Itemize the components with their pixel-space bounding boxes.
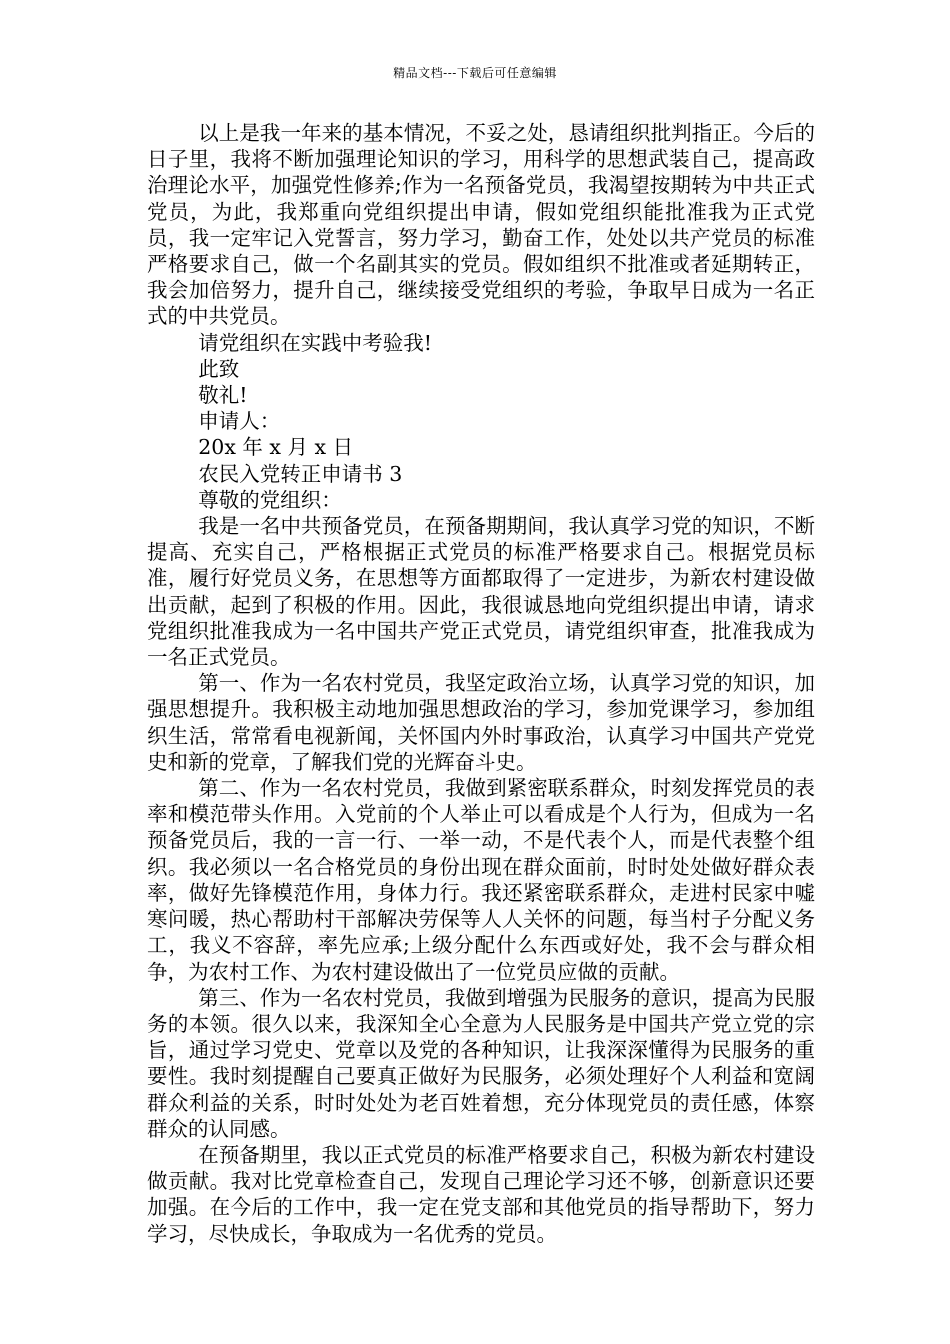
closing-respect: 敬礼! — [198, 383, 248, 408]
greeting: 尊敬的党组织： — [198, 487, 342, 512]
applicant-label: 申请人： — [198, 409, 281, 434]
paragraph-request-test: 请党组织在实践中考验我! — [198, 330, 432, 355]
paragraph-summary: 以上是我一年来的基本情况，不妥之处，恳请组织批判指正。今后的日子里，我将不断加强理论知识的学习，用科学的思想武装自己，提高政治理论水平，加强党性修养;作为一名预备党员，我渴望按期转为中共正式党员，为此，我郑重向党组织提出申请，假如党组织能批准我为正式党员，我一定牢记入党誓言，努力学习，勤奋工作，处处以共产党员的标准严格要求自己，做一个名副其实的党员。假如组织不批准或者延期转正，我会加倍努力，提升自己，继续接受党组织的考验，争取早日成为一名正式的中共党员。 — [147, 121, 815, 329]
page-header: 精品文档---下载后可任意编辑 — [393, 66, 557, 80]
document-body — [147, 120, 815, 1247]
date-line: 20x 年 x 月 x 日 — [198, 435, 354, 460]
paragraph-intro: 我是一名中共预备党员，在预备期期间，我认真学习党的知识，不断提高、充实自己，严格根据正式党员的标准严格要求自己。根据党员标准，履行好党员义务，在思想等方面都取得了一定进步，为新农村建设做出贡献，起到了积极的作用。因此，我很诚恳地向党组织提出申请，请求党组织批准我成为一名中国共产党正式党员，请党组织审查，批准我成为一名正式党员。 — [147, 514, 815, 670]
section-title: 农民入党转正申请书 3 — [198, 461, 403, 486]
paragraph-second: 第二、作为一名农村党员，我做到紧密联系群众，时刻发挥党员的表率和模范带头作用。入党前的个人举止可以看成是个人行为，但成为一名预备党员后，我的一言一行、一举一动，不是代表个人，而是代表整个组织。我必须以一名合格党员的身份出现在群众面前，时时处处做好群众表率，做好先锋模范作用，身体力行。我还紧密联系群众，走进村民家中嘘寒问暖，热心帮助村干部解决劳保等人人关怀的问题，每当村子分配义务工，我义不容辞，率先应承;上级分配什么东西或好处，我不会与群众相争，为农村工作、为农村建设做出了一位党员应做的贡献。 — [147, 776, 815, 984]
paragraph-third: 第三、作为一名农村党员，我做到增强为民服务的意识，提高为民服务的本领。很久以来，我深知全心全意为人民服务是中国共产党立党的宗旨，通过学习党史、党章以及党的各种知识，让我深深懂得为民服务的重要性。我时刻提醒自己要真正做好为民服务，必须处理好个人利益和宽阔群众利益的关系，时时处处为老百姓着想，充分体现党员的责任感，体察群众的认同感。 — [147, 985, 815, 1141]
paragraph-conclusion: 在预备期里，我以正式党员的标准严格要求自己，积极为新农村建设做贡献。我对比党章检查自己，发现自己理论学习还不够，创新意识还要加强。在今后的工作中，我一定在党支部和其他党员的指导帮助下，努力学习，尽快成长，争取成为一名优秀的党员。 — [147, 1142, 815, 1246]
paragraph-first: 第一、作为一名农村党员，我坚定政治立场，认真学习党的知识，加强思想提升。我积极主动地加强思想政治的学习，参加党课学习，参加组织生活，常常看电视新闻，关怀国内外时事政治，认真学习中国共产党党史和新的党章，了解我们党的光辉奋斗史。 — [147, 671, 815, 774]
closing-salutation: 此致 — [198, 356, 240, 381]
